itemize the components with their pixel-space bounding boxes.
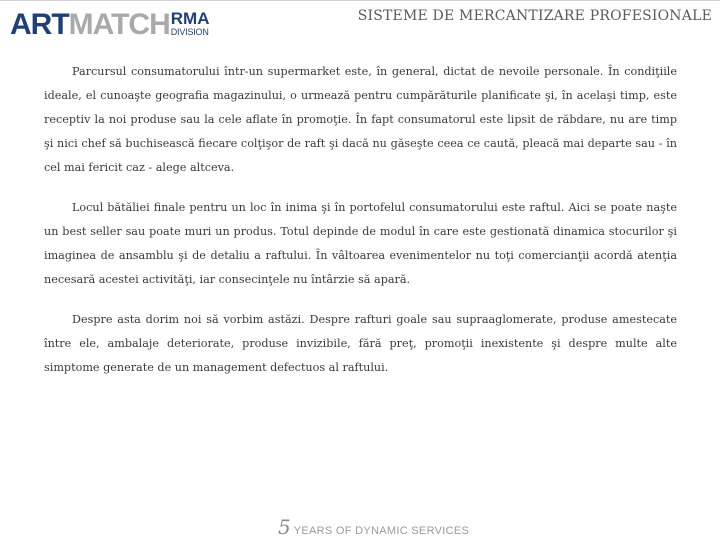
logo-rma-block: [171, 10, 210, 37]
logo-art-text: ART: [10, 8, 69, 41]
paragraph-3: Despre asta dorim noi să vorbim astăzi. Despre rafturi goale sau supraaglomerate, produse amestecate între ele, ambalaje deteriorate, produse invizibile, fără preţ, promoţii inexistente şi despre multe alte simptome generate de un management defectuos al raftului.: [44, 313, 677, 374]
artmatch-logo: [10, 10, 209, 40]
paragraph-1: Parcursul consumatorului într-un supermarket este, în general, dictat de nevoile personale. În condiţiile ideale, el cunoaşte geografia magazinului, o urmează pentru cumpărăturile planificate şi, în acelaşi timp, este receptiv la noi produse sau la cele aflate în promoţie. În fapt consumatorul este lipsit de răbdare, nu are timp şi nici chef să buchisească fiecare colţişor de raft şi dacă nu găseşte ceea ce caută, pleacă mai departe sau - în cel mai fericit caz - alege altceva.: [44, 65, 677, 174]
footer-tagline: [278, 515, 469, 539]
document-body: [44, 60, 677, 396]
footer-years-number: 5: [278, 515, 291, 539]
logo-rma-text: RMA: [170, 9, 210, 28]
logo-match-text: MATCH: [68, 8, 170, 41]
header-divider: [0, 0, 720, 1]
paragraph-2: Locul bătăliei finale pentru un loc în inima şi în portofelul consumatorului este raftul. Aici se poate naşte un best seller sau poate muri un produs. Totul depinde de modul în care este gestionată dinamica stocurilor şi imaginea de ansamblu şi de detaliu a raftului. În vâltoarea evenimentelor nu toţi comercianţii acordă atenţia necesară acestei activităţi, iar consecinţele nu întârzie să apară.: [44, 201, 677, 286]
page-title: SISTEME DE MERCANTIZARE PROFESIONALE: [357, 8, 712, 24]
logo-division-text: DIVISION: [170, 27, 209, 37]
footer-years-text: YEARS OF DYNAMIC SERVICES: [293, 525, 470, 537]
